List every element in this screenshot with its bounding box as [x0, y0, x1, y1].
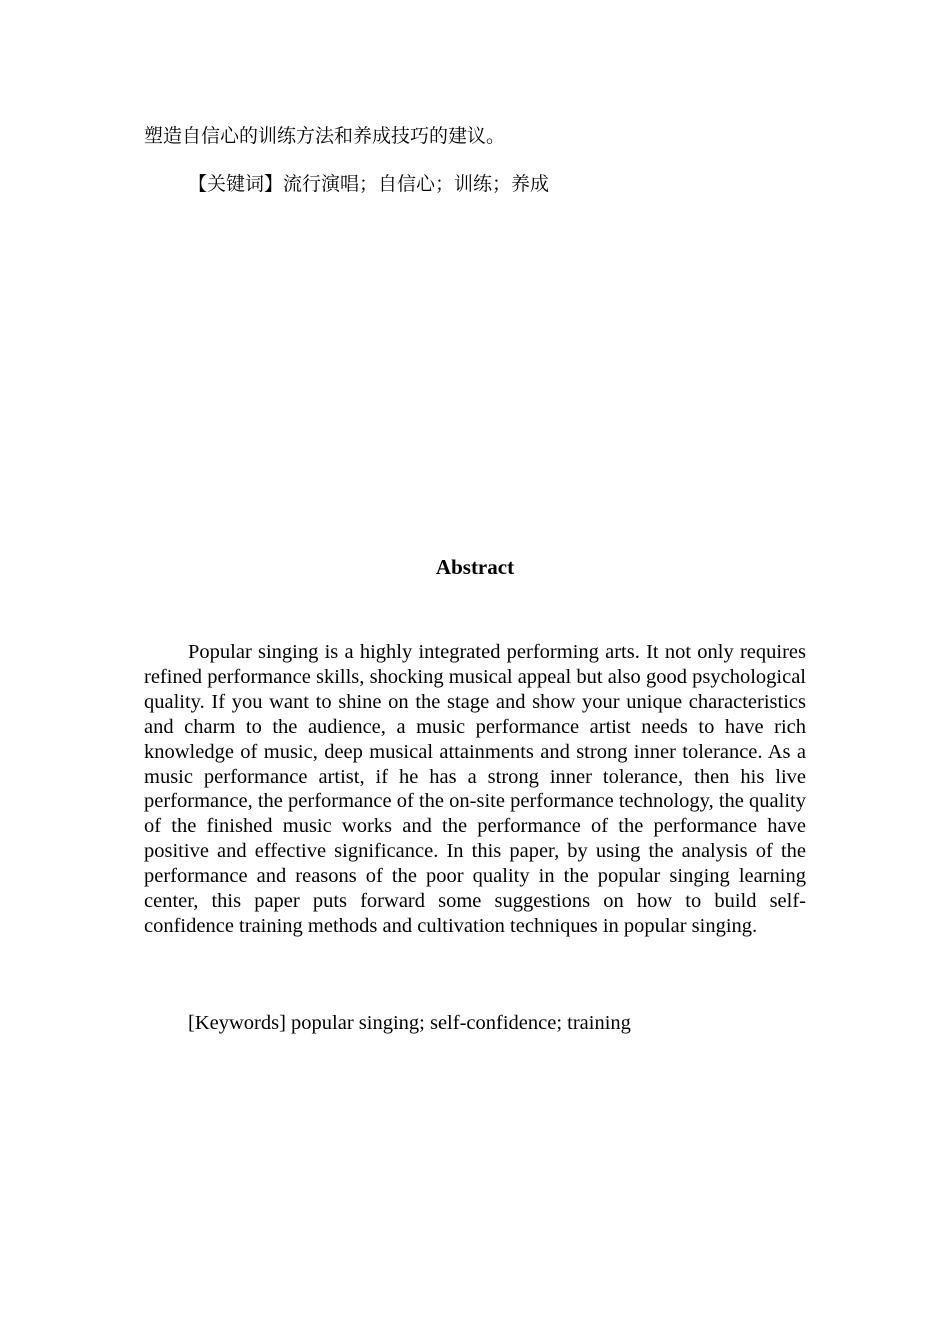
english-keywords: [Keywords] popular singing; self-confidence; training	[188, 1012, 631, 1034]
chinese-abstract-continuation: 塑造自信心的训练方法和养成技巧的建议。	[144, 125, 506, 147]
abstract-paragraph: Popular singing is a highly integrated performing arts. It not only requires refined performance skills, shocking musical appeal but also good psychological quality. If you want to shine on the stage and show your unique characteristics and charm to the audience, a music performance artist needs to have rich knowledge of music, deep musical attainments and strong inner tolerance. As a music performance artist, if he has a strong inner tolerance, then his live performance, the performance of the on-site performance technology, the quality of the finished music works and the performance of the performance have positive and effective significance. In this paper, by using the analysis of the performance and reasons of the poor quality in the popular singing learning center, this paper puts forward some suggestions on how to build self-confidence training methods and cultivation techniques in popular singing.	[144, 641, 806, 937]
abstract-heading: Abstract	[435, 555, 515, 579]
chinese-keywords: 【关键词】流行演唱；自信心；训练；养成	[188, 173, 550, 195]
